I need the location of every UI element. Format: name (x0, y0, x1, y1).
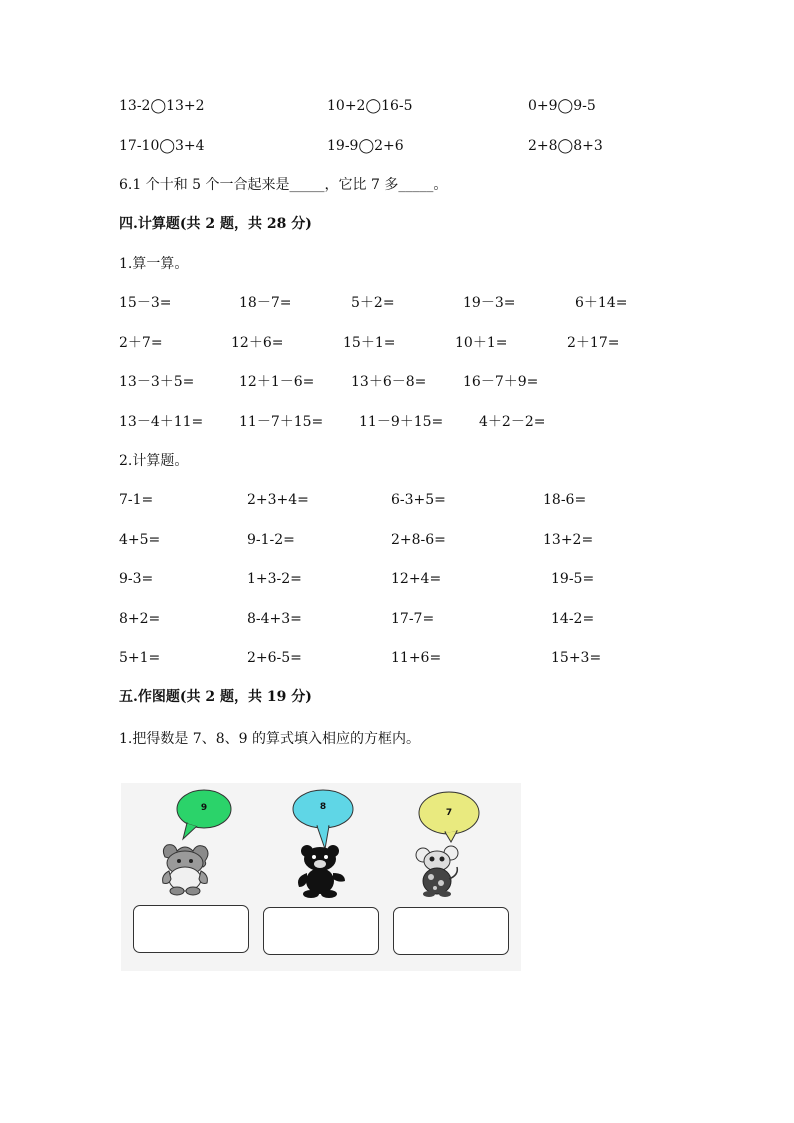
compare-item: 19-9◯2+6 (327, 138, 404, 154)
calc-item: 5＋2= (351, 295, 395, 311)
calc-item: 11－7＋15= (239, 414, 324, 430)
monster-figure (157, 841, 213, 896)
question-6: 6.1 个十和 5 个一合起来是_____，它比 7 多_____。 (119, 177, 448, 193)
calc2-item: 18-6= (543, 492, 587, 508)
speech-bubble-shape (175, 789, 233, 843)
calc-item: 13－3＋5= (119, 374, 195, 390)
calc2-item: 17-7= (391, 611, 435, 627)
compare-item: 13-2◯13+2 (119, 98, 205, 114)
calc2-item: 13+2= (543, 532, 594, 548)
section-5-heading: 五.作图题(共 2 题，共 19 分) (119, 689, 312, 705)
calc2-item: 7-1= (119, 492, 154, 508)
compare-item: 0+9◯9-5 (528, 98, 596, 114)
speech-bubble-9 (175, 789, 233, 843)
calc2-item: 19-5= (551, 571, 595, 587)
calc-item: 15－3= (119, 295, 172, 311)
calc-item: 18－7= (239, 295, 292, 311)
calc-item: 16－7＋9= (463, 374, 539, 390)
monster-illustration (157, 841, 213, 896)
bubble-number: 9 (200, 803, 208, 813)
section-5-q1-title: 1.把得数是 7、8、9 的算式填入相应的方框内。 (119, 731, 420, 747)
calc2-item: 2+3+4= (247, 492, 309, 508)
compare-item: 2+8◯8+3 (528, 138, 603, 154)
calc-item: 2＋7= (119, 335, 163, 351)
calc2-item: 6-3+5= (391, 492, 446, 508)
bubble-number: 7 (445, 808, 453, 818)
calc2-item: 15+3= (551, 650, 602, 666)
calc2-item: 5+1= (119, 650, 161, 666)
section-4-q1-title: 1.算一算。 (119, 256, 189, 272)
answer-box-8[interactable] (263, 907, 379, 955)
calc2-item: 1+3-2= (247, 571, 302, 587)
animals-figure (121, 783, 521, 971)
answer-box-9[interactable] (133, 905, 249, 953)
bubble-number: 8 (319, 802, 327, 812)
answer-box-7[interactable] (393, 907, 509, 955)
section-4-heading: 四.计算题(共 2 题，共 28 分) (119, 216, 312, 232)
calc-item: 6＋14= (575, 295, 628, 311)
mouse-figure (413, 845, 463, 897)
calc-item: 2＋17= (567, 335, 620, 351)
calc2-item: 14-2= (551, 611, 595, 627)
mouse-illustration (413, 845, 463, 897)
calc2-item: 9-3= (119, 571, 154, 587)
calc-item: 19－3= (463, 295, 516, 311)
calc2-item: 8-4+3= (247, 611, 302, 627)
calc-item: 12＋6= (231, 335, 284, 351)
calc2-item: 2+6-5= (247, 650, 302, 666)
calc2-item: 11+6= (391, 650, 442, 666)
calc-item: 13＋6－8= (351, 374, 427, 390)
calc2-item: 2+8-6= (391, 532, 446, 548)
calc-item: 13－4＋11= (119, 414, 204, 430)
section-4-q2-title: 2.计算题。 (119, 453, 189, 469)
calc-item: 10＋1= (455, 335, 508, 351)
speech-bubble-7 (417, 791, 481, 843)
calc-item: 4＋2－2= (479, 414, 546, 430)
calc2-item: 4+5= (119, 532, 161, 548)
compare-item: 10+2◯16-5 (327, 98, 413, 114)
bear-figure (291, 843, 351, 899)
speech-bubble-8 (291, 789, 355, 851)
speech-bubble-shape (291, 789, 355, 851)
calc-item: 15＋1= (343, 335, 396, 351)
calc-item: 12＋1－6= (239, 374, 315, 390)
bear-illustration (291, 843, 351, 899)
calc-item: 11－9＋15= (359, 414, 444, 430)
calc2-item: 8+2= (119, 611, 161, 627)
calc2-item: 12+4= (391, 571, 442, 587)
compare-item: 17-10◯3+4 (119, 138, 205, 154)
calc2-item: 9-1-2= (247, 532, 295, 548)
